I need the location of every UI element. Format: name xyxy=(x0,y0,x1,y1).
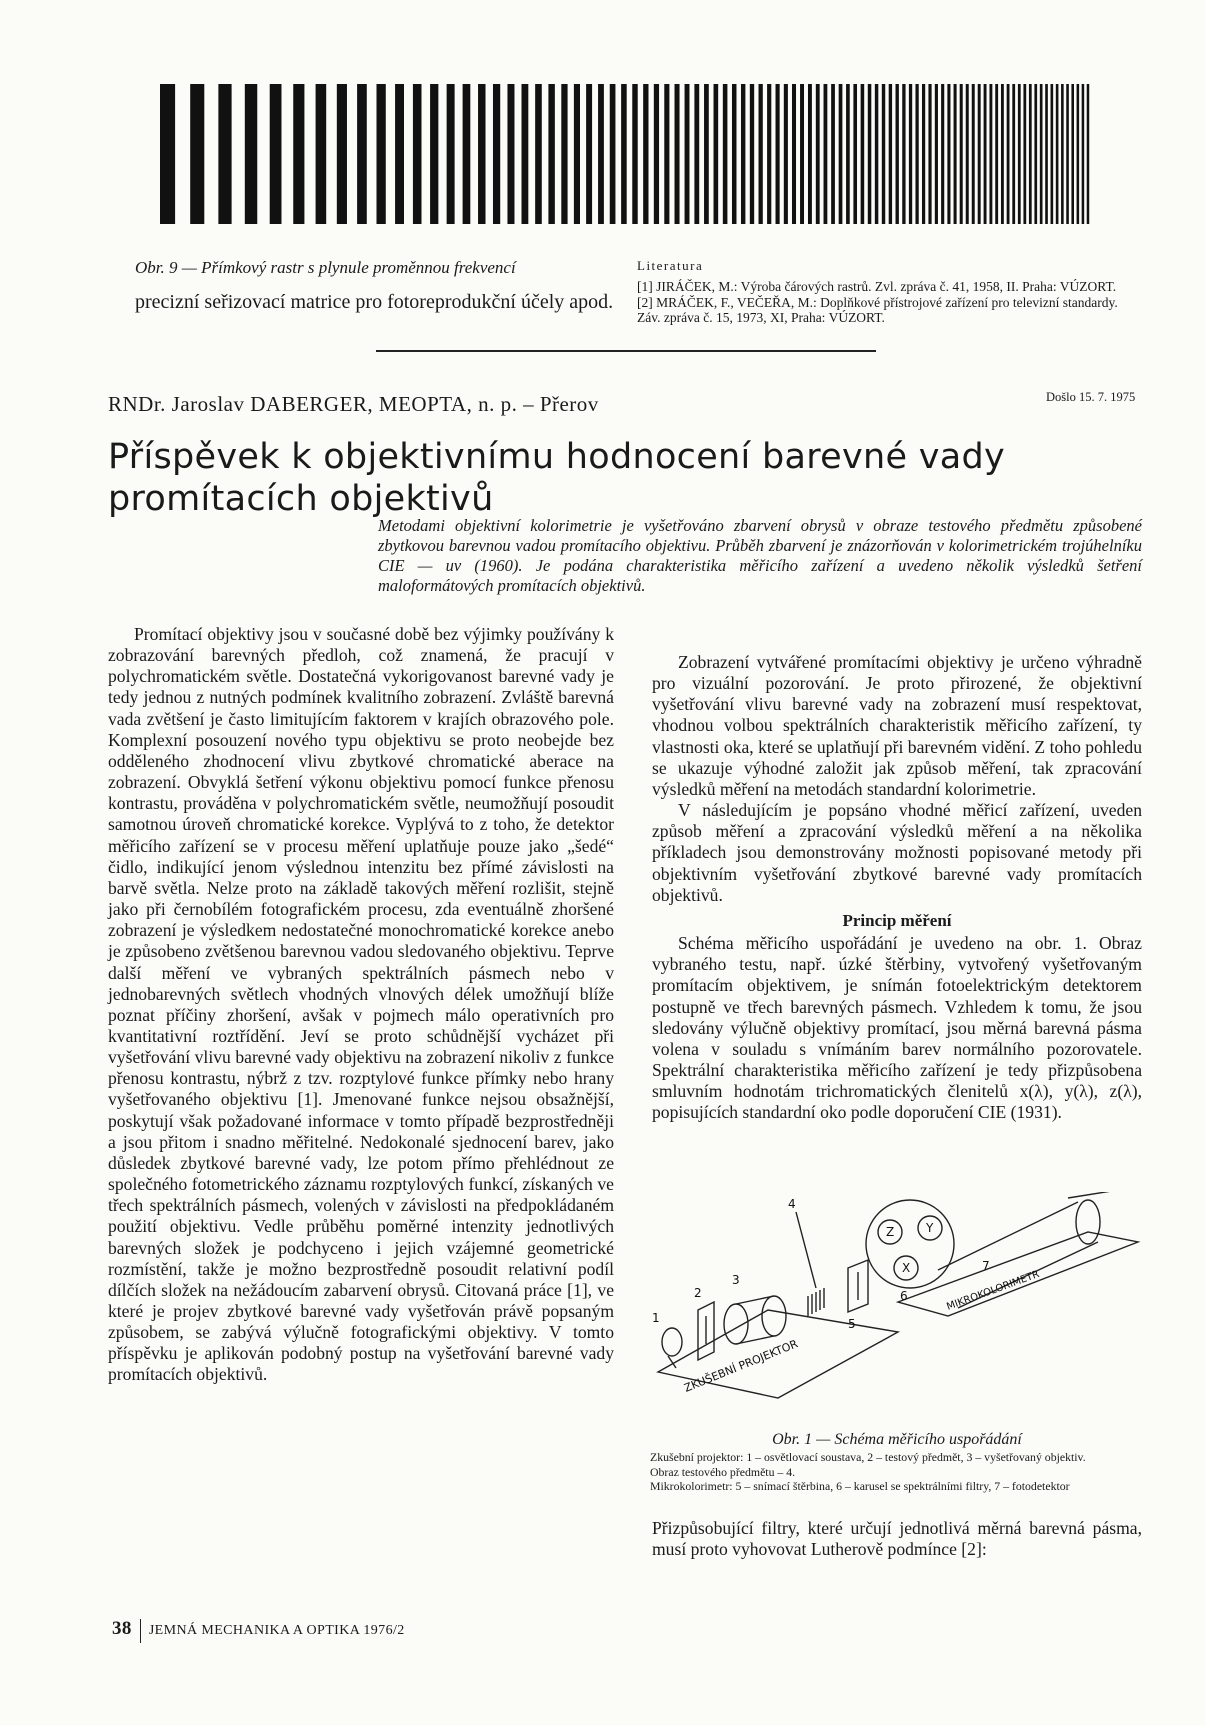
raster-bar xyxy=(978,84,981,224)
test-image-lines xyxy=(808,1288,824,1316)
figure-1-legend xyxy=(650,1451,1145,1495)
raster-bar xyxy=(1056,84,1059,224)
raster-bar xyxy=(357,84,367,224)
right-paragraph-3: Schéma měřicího uspořádání je uvedeno na obr. 1. Obraz vybraného testu, např. úzké štěrbiny, vytvořený vyšetřovaným promítacím objektivem, je snímán fotoelektrickým detektorem postupně ve třech barevných pásmech. Vzhledem k tomu, že jsou sledovány výlučně objektivy promítací, jsou měrná barevná pásma volena v souladu s vnímáním barev normálního pozorovatele. Spektrální charakteristika měřicího zařízení je tedy přizpůsobena smluvním hodnotám trichromatických členitelů x(λ), y(λ), z(λ), popisujících standardní oko podle doporučení CIE (1931). xyxy=(652,933,1142,1123)
raster-bar xyxy=(1087,84,1090,224)
raster-bar xyxy=(654,84,659,224)
raster-bar xyxy=(800,84,804,224)
raster-bar xyxy=(984,84,987,224)
raster-bar xyxy=(685,84,690,224)
raster-bar xyxy=(846,84,850,224)
raster-bar xyxy=(784,84,788,224)
raster-bar xyxy=(535,84,542,224)
raster-bar xyxy=(586,84,592,224)
label-2: 2 xyxy=(694,1286,702,1300)
raster-bar xyxy=(723,84,728,224)
raster-bar xyxy=(947,84,950,224)
raster-bar xyxy=(1051,84,1054,224)
raster-bar xyxy=(1066,84,1069,224)
raster-bar xyxy=(875,84,878,224)
raster-bar xyxy=(853,84,857,224)
raster-bar xyxy=(447,84,455,224)
section-divider xyxy=(376,350,876,352)
literature-heading: Literatura xyxy=(637,258,704,273)
right-column-continued xyxy=(652,1518,1142,1560)
raster-bar xyxy=(632,84,637,224)
raster-bar xyxy=(1029,84,1032,224)
raster-bar xyxy=(293,84,304,224)
page-footer xyxy=(112,1618,405,1643)
label-6: 6 xyxy=(900,1289,908,1303)
raster-bar xyxy=(915,84,918,224)
label-projector: ZKUŠEBNÍ PROJEKTOR xyxy=(682,1337,800,1395)
raster-bar xyxy=(218,84,231,224)
raster-bar xyxy=(767,84,771,224)
raster-bar xyxy=(909,84,912,224)
raster-bar xyxy=(507,84,514,224)
raster-bar xyxy=(989,84,992,224)
author-line: RNDr. Jaroslav DABERGER, MEOPTA, n. p. – Přerov xyxy=(108,392,599,416)
raster-bar xyxy=(732,84,737,224)
article-abstract: Metodami objektivní kolorimetrie je vyšetřováno zbarvení obrysů v obraze testového předmětu způsobené zbytkovou barevnou vadou promítacího objektivu. Průběh zbarvení je znázorňován v kolorimetrickém trojúhelníku CIE — uv (1960). Je podána charakteristika měřicího zařízení a uvedeno několik výsledků šetření maloformátových promítacích objektivů. xyxy=(378,516,1142,595)
measurement-scheme-figure xyxy=(648,1192,1148,1428)
raster-bar xyxy=(941,84,944,224)
raster-bar xyxy=(337,84,347,224)
raster-bar xyxy=(245,84,257,224)
legend-colorimeter: Mikrokolorimetr: 5 – snímací štěrbina, 6 – karusel se spektrálními filtry, 7 – fotodetektor xyxy=(650,1479,1070,1493)
article-title: Příspěvek k objektivnímu hodnocení barevné vady promítacích objektivů xyxy=(108,437,1006,519)
raster-bar xyxy=(954,84,957,224)
raster-bar xyxy=(935,84,938,224)
raster-bar xyxy=(776,84,780,224)
label-3: 3 xyxy=(732,1273,740,1287)
raster-bar xyxy=(463,84,471,224)
raster-bar xyxy=(395,84,404,224)
raster-bar xyxy=(889,84,892,224)
right-paragraph-4: Přizpůsobující filtry, které určují jednotlivá měrná barevná pásma, musí proto vyhovovat Lutherově podmínce [2]: xyxy=(652,1518,1142,1560)
label-y: Y xyxy=(926,1221,934,1235)
raster-bar xyxy=(839,84,843,224)
raster-bar xyxy=(621,84,627,224)
raster-bar xyxy=(824,84,828,224)
raster-bar xyxy=(882,84,885,224)
raster-bar xyxy=(694,84,699,224)
raster-bar xyxy=(1082,84,1085,224)
raster-bar xyxy=(643,84,648,224)
right-paragraph-1: Zobrazení vytvářené promítacími objektivy je určeno výhradně pro vizuální pozorování. Je proto přirozené, že objektivní vyšetřování vlivu barevné vady na zobrazení musí respektovat, vhodnou volbou spektrálních charakteristik měřicího zařízení, ty vlastnosti oka, které se uplatňují při barevném vidění. Z toho pohledu se ukazuje výhodné založit jak způsob měření, tak zpracování výsledků měření na metodách standardní kolorimetrie. xyxy=(652,652,1142,799)
raster-bar xyxy=(816,84,820,224)
section-heading: Princip měření xyxy=(842,910,952,930)
figure-1-caption: Obr. 1 — Schéma měřicího uspořádání xyxy=(772,1431,1022,1448)
raster-bar xyxy=(831,84,835,224)
raster-bar xyxy=(561,84,567,224)
literature-item-2: [2] MRÁČEK, F., VEČEŘA, M.: Doplňkové přístrojové zařízení pro televizní standardy. Záv. zpráva č. 15, 1973, XI, Praha: VÚZORT. xyxy=(637,295,1118,325)
literature-list xyxy=(637,258,1142,326)
raster-bar xyxy=(493,84,500,224)
light-source xyxy=(662,1328,682,1356)
raster-bar xyxy=(960,84,963,224)
raster-bar xyxy=(1018,84,1021,224)
label-z: Z xyxy=(886,1225,895,1239)
raster-bar xyxy=(478,84,485,224)
literature-item-1: [1] JIRÁČEK, M.: Výroba čárových rastrů. Zvl. zpráva č. 41, 1958, II. Praha: VÚZORT. xyxy=(637,279,1117,294)
raster-bar xyxy=(922,84,925,224)
raster-bar xyxy=(574,84,580,224)
raster-bar xyxy=(1012,84,1015,224)
received-date: Došlo 15. 7. 1975 xyxy=(1046,390,1136,404)
footer-divider xyxy=(140,1619,141,1643)
raster-bar xyxy=(1077,84,1080,224)
raster-bar xyxy=(160,84,175,224)
raster-bar xyxy=(714,84,719,224)
legend-test-image: Obraz testového předmětu – 4. xyxy=(650,1464,796,1479)
right-paragraph-2: V následujícím je popsáno vhodné měřicí zařízení, uveden způsob měření a zpracování výsledků měření a na několika příkladech jsou demonstrovány možnosti popisované metody při objektivním vyšetřování zbytkové barevné vady promítacích objektivů. xyxy=(652,800,1142,905)
raster-bar xyxy=(548,84,554,224)
raster-bar xyxy=(759,84,763,224)
raster-bar xyxy=(1001,84,1004,224)
legend-projector: Zkušební projektor: 1 – osvětlovací soustava, 2 – testový předmět, 3 – vyšetřovaný objektiv. xyxy=(650,1450,1086,1464)
figure-9-caption: Obr. 9 — Přímkový rastr s plynule proměnnou frekvencí xyxy=(135,258,516,277)
raster-bar xyxy=(664,84,669,224)
intro-text: precizní seřizovací matrice pro fotoreprodukční účely apod. xyxy=(135,291,614,313)
colorimeter-base xyxy=(898,1232,1138,1316)
page-number: 38 xyxy=(112,1618,132,1639)
left-column xyxy=(108,624,614,1386)
raster-bar xyxy=(1061,84,1064,224)
raster-bar xyxy=(1040,84,1043,224)
label-7: 7 xyxy=(982,1259,990,1273)
raster-bar xyxy=(610,84,616,224)
raster-bar xyxy=(522,84,529,224)
raster-bar xyxy=(861,84,865,224)
raster-bar xyxy=(1071,84,1074,224)
raster-bar xyxy=(750,84,754,224)
raster-bar xyxy=(430,84,438,224)
raster-bar xyxy=(868,84,872,224)
raster-bar xyxy=(928,84,931,224)
label-4: 4 xyxy=(788,1197,796,1211)
raster-bar xyxy=(902,84,905,224)
photodetector xyxy=(1076,1200,1100,1244)
raster-bar xyxy=(972,84,975,224)
raster-bar xyxy=(995,84,998,224)
line-raster-figure xyxy=(160,84,1090,224)
raster-bar xyxy=(598,84,604,224)
label-colorimeter: MIKROKOLORIMETR xyxy=(945,1269,1041,1313)
raster-bar xyxy=(190,84,204,224)
label-x: X xyxy=(902,1261,911,1275)
raster-bar xyxy=(792,84,796,224)
raster-bar xyxy=(1023,84,1026,224)
raster-bar xyxy=(1045,84,1048,224)
raster-bar xyxy=(741,84,745,224)
raster-bar xyxy=(270,84,282,224)
raster-bar xyxy=(704,84,709,224)
raster-bar xyxy=(675,84,680,224)
label-5: 5 xyxy=(848,1317,856,1331)
raster-bar xyxy=(1007,84,1010,224)
journal-name: JEMNÁ MECHANIKA A OPTIKA 1976/2 xyxy=(148,1623,405,1638)
raster-bar xyxy=(376,84,385,224)
raster-bar xyxy=(896,84,899,224)
raster-bar xyxy=(808,84,812,224)
right-column xyxy=(652,652,1142,1123)
raster-bar xyxy=(413,84,422,224)
label-1: 1 xyxy=(652,1311,660,1325)
left-paragraph-1: Promítací objektivy jsou v současné době bez výjimky používány k zobrazování barevných předloh, což znamená, že pracují v polychromatickém světle. Dostatečná vykorigovanost barevné vady je tedy jednou z nutných podmínek kvalitního zobrazení. Zvláště barevná vada zvětšení je často limitujícím faktorem v krajích obrazového pole. Komplexní posouzení nového typu objektivu se proto neobejde bez odděleného zhodnocení vlivu zbytkové chromatické aberace na zobrazení. Obvyklá šetření výkonu objektivu pomocí funkce přenosu kontrastu, prováděna v polychromatickém světle, neumožňují posoudit samotnou úroveň chromatické korekce. Vyplývá to z toho, že detektor měřicího zařízení se v procesu měření uplatňuje pouze jako „šedé“ čidlo, indikující jenom výslednou intenzitu bez přímé závislosti na barvě světla. Nelze proto na základě takových měření rozlišit, stejně jako při černobílém fotografickém procesu, zda eventuálně zhoršené zobrazení je výsledkem nedostatečné monochromatické korekce anebo je způsobeno zvětšenou barevnou vadou sledovaného objektivu. Teprve další měření ve vybraných spektrálních pásmech nebo v jednobarevných světlech vhodných vlnových délek umožňují blíže poznat příčiny zhoršení, avšak v pojmech málo operativních pro kvantitativní roztřídění. Jeví se proto schůdnější vycházet při vyšetřování vlivu barevné vady objektivu na zobrazení nikoliv z funkce přenosu kontrastu, nýbrž z tzv. rozptylové funkce přímky nebo hrany vyšetřovaného objektivu [1]. Jmenované funkce nejsou obsažnější, poskytují však požadované informace v tomto případě bezprostředněji a jsou přitom i snadno měřitelné. Nedokonalé sjednocení barev, jako důsledek zbytkové barevné vady, lze potom přímo přehlédnout ze společného fotometrického záznamu rozptylových funkcí, získaných ve třech spektrálních pásmech, volených v závislosti na předpokládaném použití objektivu. Vedle průběhu poměrné intenzity jednotlivých barevných složek je podchyceno i jejich vzájemné geometrické rozmístění, takže je možno bezprostředně posoudit relativní podíl dílčích složek na nežádoucím zabarvení obrysů. Citovaná práce [1], ve které je projev zbytkové barevné vady vyšetřován právě popsaným způsobem, se zabývá výlučně fotografickými objektivy. V tomto příspěvku je aplikován podobný postup na vyšetřování barevné vady promítacích objektivů. xyxy=(108,624,614,1385)
raster-bar xyxy=(316,84,327,224)
raster-bar xyxy=(966,84,969,224)
raster-bar xyxy=(1034,84,1037,224)
